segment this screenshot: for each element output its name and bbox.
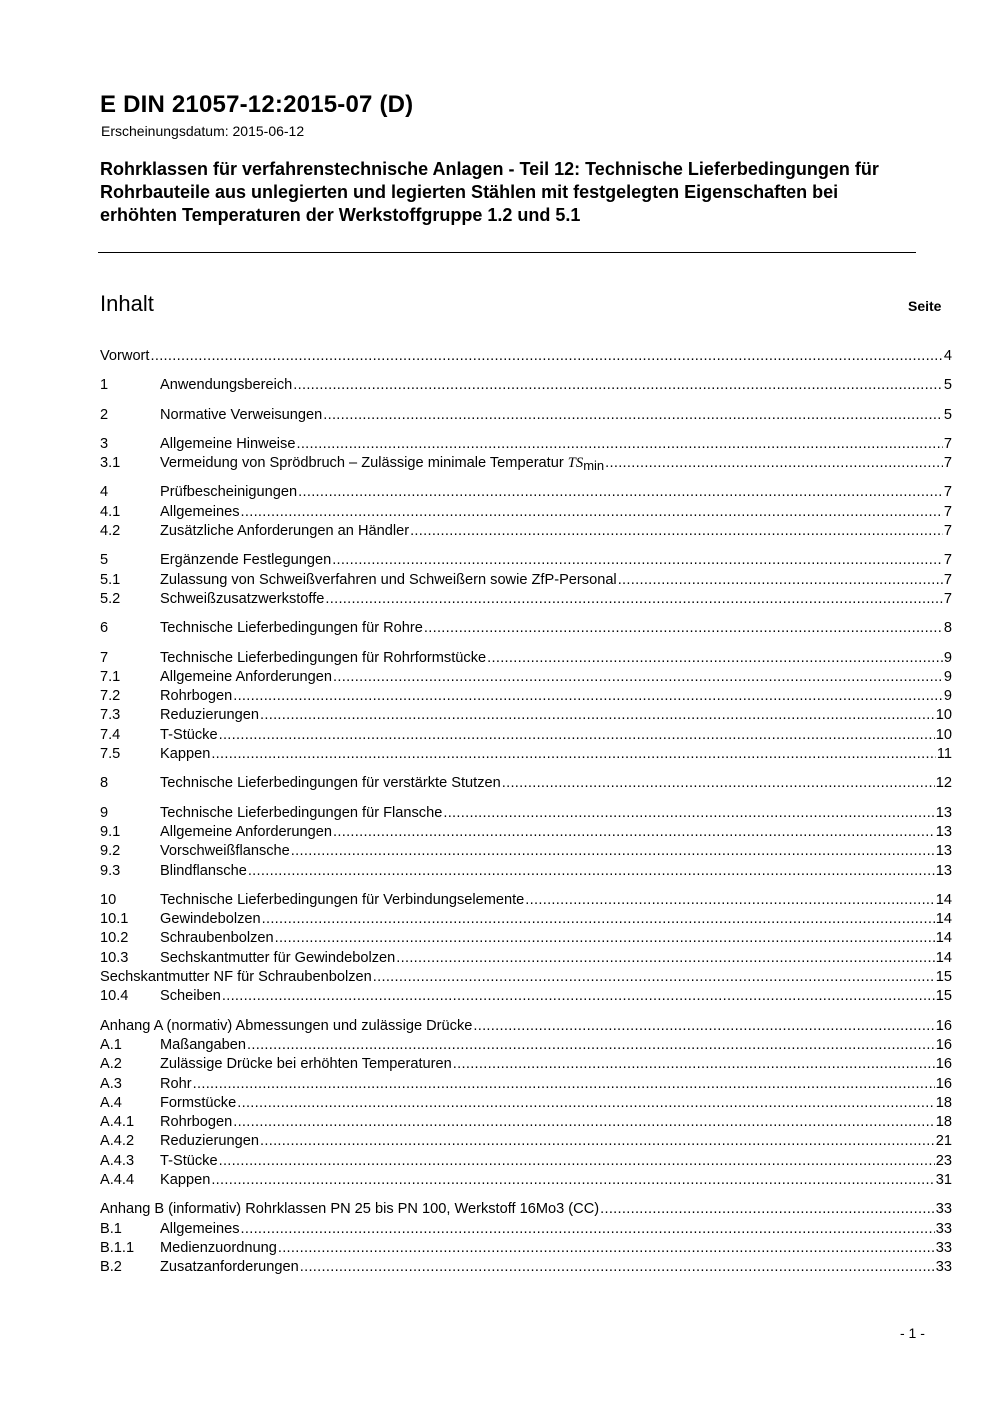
toc-entry[interactable] <box>100 804 952 823</box>
toc-entry-title-text: Zusätzliche Anforderungen an Händler <box>160 523 410 540</box>
toc-entry-number: 7.4 <box>100 726 121 743</box>
toc-entry-page: 16 <box>935 1036 952 1053</box>
toc-entry-number: 5.1 <box>100 571 121 588</box>
toc-heading: Inhalt <box>100 291 154 316</box>
toc-entry-title <box>160 1132 259 1151</box>
toc-entry-title-text: Vermeidung von Sprödbruch – Zulässige minimale Temperatur <box>160 455 564 472</box>
toc-entry-page: 16 <box>935 1075 952 1092</box>
toc-entry-number: 3 <box>100 435 109 452</box>
toc-entry[interactable] <box>100 435 952 454</box>
toc-entry[interactable] <box>100 483 952 502</box>
toc-entry[interactable] <box>100 774 952 793</box>
dot-leader <box>502 774 935 793</box>
toc-entry-title <box>100 1200 599 1219</box>
toc-entry-number: 4.1 <box>100 503 121 520</box>
toc-entry-page: 23 <box>935 1152 952 1169</box>
toc-entry-number: A.2 <box>100 1056 122 1073</box>
toc-entry[interactable] <box>100 619 952 638</box>
page-column-label: Seite <box>908 298 942 314</box>
toc-entry-number: A.3 <box>100 1075 122 1092</box>
dot-leader <box>293 376 943 395</box>
dot-leader <box>600 1200 935 1219</box>
toc-entry-number: 7 <box>100 649 109 666</box>
toc-entry[interactable] <box>100 347 952 366</box>
toc-entry-number: B.2 <box>100 1259 122 1276</box>
dot-leader <box>396 949 935 968</box>
toc-entry-title-text: Prüfbescheinigungen <box>160 484 298 501</box>
toc-entry-title-text: T-Stücke <box>160 726 218 743</box>
toc-entry-title <box>100 1017 472 1036</box>
dot-leader <box>525 891 934 910</box>
toc-entry[interactable] <box>100 1055 952 1074</box>
toc-entry-title-text: Technische Lieferbedingungen für Flansche <box>160 804 443 821</box>
toc-entry-page: 10 <box>935 707 952 724</box>
toc-entry-title <box>100 347 149 366</box>
toc-entry-number: 9.3 <box>100 862 121 879</box>
dot-leader <box>275 929 935 948</box>
toc-entry[interactable] <box>100 687 952 706</box>
toc-entry-title-text: Sechskantmutter für Gewindebolzen <box>160 949 396 966</box>
toc-entry[interactable] <box>100 668 952 687</box>
toc-entry-page: 9 <box>943 668 952 685</box>
toc-entry[interactable] <box>100 910 952 929</box>
toc-entry-title <box>160 571 617 590</box>
toc-entry-title <box>160 454 604 475</box>
toc-entry[interactable] <box>100 949 952 968</box>
toc-entry-number: 3.1 <box>100 455 121 472</box>
toc-entry-page: 7 <box>943 571 952 588</box>
dot-leader <box>424 619 943 638</box>
toc-entry-page: 7 <box>943 503 952 520</box>
toc-entry-page: 14 <box>935 930 952 947</box>
toc-entry-title <box>160 1075 192 1094</box>
toc-entry-number: A.4.4 <box>100 1171 135 1188</box>
toc-entry-page: 18 <box>935 1094 952 1111</box>
toc-entry-title-text: Medienzuordnung <box>160 1239 277 1256</box>
toc-entry-title-text: Vorschweißflansche <box>160 843 290 860</box>
dot-leader <box>291 842 935 861</box>
toc-entry-number: 1 <box>100 377 109 394</box>
toc-entry-title <box>160 619 423 638</box>
toc-entry[interactable] <box>100 1200 952 1219</box>
toc-entry-title <box>160 842 290 861</box>
toc-entry-title <box>160 745 210 764</box>
toc-entry-page: 5 <box>943 406 952 423</box>
toc-entry[interactable] <box>100 1171 952 1190</box>
toc-entry[interactable] <box>100 745 952 764</box>
toc-entry-title <box>160 435 295 454</box>
toc-entry-title <box>160 987 221 1006</box>
toc-entry-page: 7 <box>943 455 952 472</box>
toc-entry-title-text: Rohrbogen <box>160 1114 233 1131</box>
dot-leader <box>298 483 943 502</box>
toc-entry-title-text: Normative Verweisungen <box>160 406 323 423</box>
toc-entry-page: 31 <box>935 1171 952 1188</box>
toc-entry-number: B.1 <box>100 1220 122 1237</box>
table-of-contents <box>100 347 952 1277</box>
toc-entry-title-text: Technische Lieferbedingungen für Rohrformstücke <box>160 649 487 666</box>
dot-leader <box>325 590 942 609</box>
toc-entry-title-text: Technische Lieferbedingungen für Rohre <box>160 620 423 637</box>
toc-entry-title-text: T-Stücke <box>160 1152 218 1169</box>
toc-entry[interactable] <box>100 590 952 609</box>
toc-entry-page: 13 <box>935 862 952 879</box>
toc-entry-number: A.1 <box>100 1036 122 1053</box>
toc-entry-page: 9 <box>943 649 952 666</box>
document-title: Rohrklassen für verfahrenstechnische Anlagen - Teil 12: Technische Lieferbedingungen für Rohrbauteile aus unlegierten und legierten Stählen mit festgelegten Eigenschaften bei erhöhten Temperaturen der Werkstoffgruppe 1.2 und 5.1 <box>100 159 879 225</box>
toc-entry-title <box>160 649 486 668</box>
toc-entry-page: 33 <box>935 1259 952 1276</box>
toc-entry-number: 9.2 <box>100 843 121 860</box>
toc-entry-page: 7 <box>943 523 952 540</box>
toc-entry-title-text: Reduzierungen <box>160 707 259 724</box>
toc-entry-page: 33 <box>935 1239 952 1256</box>
toc-entry-page: 13 <box>935 843 952 860</box>
page-number: - 1 - <box>900 1325 925 1341</box>
toc-entry-number: A.4.3 <box>100 1152 135 1169</box>
toc-entry-number: 10.2 <box>100 930 129 947</box>
toc-entry-number: B.1.1 <box>100 1239 135 1256</box>
dot-leader <box>262 910 935 929</box>
toc-entry-page: 15 <box>935 969 952 986</box>
dot-leader <box>219 1152 935 1171</box>
dot-leader <box>222 987 935 1006</box>
toc-entry-title <box>160 1171 210 1190</box>
toc-entry[interactable] <box>100 1220 952 1239</box>
toc-entry-title <box>160 1258 299 1277</box>
toc-entry-title <box>160 687 232 706</box>
toc-entry[interactable] <box>100 376 952 395</box>
toc-entry-title-text: Kappen <box>160 1171 211 1188</box>
dot-leader <box>473 1017 934 1036</box>
toc-entry[interactable] <box>100 842 952 861</box>
toc-entry[interactable] <box>100 454 952 473</box>
toc-entry[interactable] <box>100 1132 952 1151</box>
toc-entry[interactable] <box>100 726 952 745</box>
toc-entry-page: 14 <box>935 911 952 928</box>
dot-leader <box>278 1239 935 1258</box>
dot-leader <box>300 1258 935 1277</box>
toc-entry-title <box>160 891 524 910</box>
toc-entry[interactable] <box>100 1152 952 1171</box>
toc-entry-page: 9 <box>943 688 952 705</box>
toc-entry-page: 33 <box>935 1220 952 1237</box>
toc-entry-page: 18 <box>935 1114 952 1131</box>
toc-entry-title <box>160 862 247 881</box>
toc-entry-title-text: Reduzierungen <box>160 1133 259 1150</box>
toc-entry-page: 7 <box>943 484 952 501</box>
toc-entry-page: 21 <box>935 1133 952 1150</box>
dot-leader <box>260 706 935 725</box>
dot-leader <box>410 522 943 541</box>
dot-leader <box>211 745 936 764</box>
toc-entry-title <box>160 823 332 842</box>
dot-leader <box>233 687 943 706</box>
dot-leader <box>241 1220 935 1239</box>
toc-entry-title <box>160 1036 246 1055</box>
toc-entry-number: 7.3 <box>100 707 121 724</box>
toc-entry-page: 4 <box>943 348 952 364</box>
dot-leader <box>333 668 943 687</box>
toc-entry-title-text: Blindflansche <box>160 862 247 879</box>
toc-entry-title-text: Zulässige Drücke bei erhöhten Temperaturen <box>160 1056 452 1073</box>
toc-entry-page: 12 <box>935 775 952 792</box>
toc-entry-title-text: Anhang A (normativ) Abmessungen und zulässige Drücke <box>100 1017 473 1034</box>
toc-entry-page: 5 <box>943 377 952 394</box>
toc-entry-title-text: Rohr <box>160 1075 192 1092</box>
toc-entry-title <box>160 668 332 687</box>
toc-entry[interactable] <box>100 406 952 425</box>
toc-entry[interactable] <box>100 1094 952 1113</box>
toc-entry[interactable] <box>100 522 952 541</box>
formula-subscript: min <box>583 458 605 474</box>
toc-entry-title <box>160 726 218 745</box>
toc-entry-number: 7.5 <box>100 746 121 763</box>
toc-entry-page: 13 <box>935 804 952 821</box>
toc-entry-title-text: Ergänzende Festlegungen <box>160 552 332 569</box>
toc-entry[interactable] <box>100 987 952 1006</box>
toc-entry-title <box>160 1055 452 1074</box>
toc-entry-number: 9.1 <box>100 823 121 840</box>
toc-entry-title-text: Sechskantmutter NF für Schraubenbolzen <box>100 969 372 986</box>
toc-entry-page: 7 <box>943 590 952 607</box>
dot-leader <box>260 1132 935 1151</box>
toc-entry[interactable] <box>100 1239 952 1258</box>
toc-entry-number: 4 <box>100 484 109 501</box>
toc-entry-title <box>160 929 274 948</box>
toc-entry-page: 7 <box>943 552 952 569</box>
publication-date: Erscheinungsdatum: 2015-06-12 <box>101 123 305 139</box>
toc-entry[interactable] <box>100 1036 952 1055</box>
toc-entry-title-text: Maßangaben <box>160 1036 247 1053</box>
toc-entry[interactable] <box>100 1113 952 1132</box>
toc-entry-title-text: Zulassung von Schweißverfahren und Schweißern sowie ZfP-Personal <box>160 571 617 588</box>
toc-entry[interactable] <box>100 968 952 987</box>
toc-entry-page: 16 <box>935 1017 952 1034</box>
toc-entry-title <box>160 1239 277 1258</box>
toc-entry-number: 10 <box>100 891 117 908</box>
title-divider <box>98 252 916 253</box>
dot-leader <box>211 1171 934 1190</box>
toc-entry-title-text: Vorwort <box>100 348 150 364</box>
toc-entry-number: 7.1 <box>100 668 121 685</box>
toc-entry-title <box>160 949 395 968</box>
dot-leader <box>605 454 943 473</box>
toc-entry-title <box>160 590 324 609</box>
dot-leader <box>150 347 942 366</box>
toc-entry-number: 5 <box>100 552 109 569</box>
dot-leader <box>248 862 935 881</box>
toc-entry-number: 4.2 <box>100 523 121 540</box>
toc-entry-title-text: Allgemeines <box>160 1220 240 1237</box>
toc-entry-number: 6 <box>100 620 109 637</box>
toc-entry-page: 10 <box>935 726 952 743</box>
toc-entry-title-text: Kappen <box>160 746 211 763</box>
toc-entry-title-text: Schraubenbolzen <box>160 930 274 947</box>
toc-entry[interactable] <box>100 1017 952 1036</box>
toc-entry-title-text: Technische Lieferbedingungen für verstärkte Stutzen <box>160 775 501 792</box>
toc-entry-page: 15 <box>935 988 952 1005</box>
toc-entry-number: 9 <box>100 804 109 821</box>
toc-entry-title-text: Allgemeine Anforderungen <box>160 668 333 685</box>
toc-entry-number: 5.2 <box>100 590 121 607</box>
formula-symbol: TS <box>567 455 584 472</box>
toc-entry[interactable] <box>100 649 952 668</box>
dot-leader <box>332 551 943 570</box>
toc-entry-title <box>160 706 259 725</box>
dot-leader <box>247 1036 935 1055</box>
toc-entry-page: 13 <box>935 823 952 840</box>
toc-entry-title-text: Scheiben <box>160 988 221 1005</box>
toc-entry-title <box>160 376 292 395</box>
toc-entry-title <box>160 1094 236 1113</box>
toc-entry-number: 10.3 <box>100 949 129 966</box>
toc-entry-title <box>160 551 331 570</box>
toc-entry[interactable] <box>100 1258 952 1277</box>
dot-leader <box>487 649 943 668</box>
toc-entry-title-text: Anwendungsbereich <box>160 377 293 394</box>
toc-entry[interactable] <box>100 551 952 570</box>
toc-entry-title-text: Zusatzanforderungen <box>160 1259 299 1276</box>
toc-entry[interactable] <box>100 503 952 522</box>
toc-entry[interactable] <box>100 571 952 590</box>
dot-leader <box>233 1113 935 1132</box>
toc-entry-number: 2 <box>100 406 109 423</box>
dot-leader <box>241 503 943 522</box>
toc-entry-page: 7 <box>943 435 952 452</box>
toc-entry-title <box>160 1152 218 1171</box>
dot-leader <box>237 1094 935 1113</box>
toc-entry-number: 8 <box>100 775 109 792</box>
document-id: E DIN 21057-12:2015-07 (D) <box>100 91 414 118</box>
dot-leader <box>453 1055 935 1074</box>
toc-entry-title <box>160 910 261 929</box>
dot-leader <box>373 968 935 987</box>
toc-entry-title <box>160 774 501 793</box>
toc-entry-number: 10.4 <box>100 988 129 1005</box>
toc-entry-title-text: Rohrbogen <box>160 688 233 705</box>
dot-leader <box>443 804 934 823</box>
toc-entry-title <box>160 1220 240 1239</box>
toc-entry-number: A.4.2 <box>100 1133 135 1150</box>
toc-entry-title-text: Technische Lieferbedingungen für Verbindungselemente <box>160 891 525 908</box>
toc-entry-title <box>160 503 240 522</box>
dot-leader <box>219 726 935 745</box>
toc-entry-number: 10.1 <box>100 911 129 928</box>
toc-entry-page: 14 <box>935 949 952 966</box>
toc-entry-number: A.4.1 <box>100 1114 135 1131</box>
toc-entry-title-text: Gewindebolzen <box>160 911 261 928</box>
toc-entry[interactable] <box>100 929 952 948</box>
dot-leader <box>193 1075 935 1094</box>
toc-entry-title-text: Formstücke <box>160 1094 237 1111</box>
toc-entry-title <box>160 804 442 823</box>
dot-leader <box>323 406 943 425</box>
toc-entry-number: A.4 <box>100 1094 122 1111</box>
toc-entry-page: 11 <box>936 746 952 763</box>
toc-entry[interactable] <box>100 1075 952 1094</box>
toc-entry[interactable] <box>100 862 952 881</box>
dot-leader <box>333 823 935 842</box>
toc-entry-title <box>160 483 297 502</box>
toc-entry-page: 8 <box>943 620 952 637</box>
dot-leader <box>296 435 942 454</box>
toc-entry-title-text: Schweißzusatzwerkstoffe <box>160 590 325 607</box>
toc-entry-page: 14 <box>935 891 952 908</box>
toc-entry[interactable] <box>100 891 952 910</box>
toc-entry[interactable] <box>100 823 952 842</box>
toc-entry-title <box>100 968 372 987</box>
toc-entry-title-text: Allgemeine Hinweise <box>160 435 296 452</box>
toc-entry-title-text: Allgemeine Anforderungen <box>160 823 333 840</box>
toc-entry-number: 7.2 <box>100 688 121 705</box>
toc-entry-page: 16 <box>935 1056 952 1073</box>
toc-entry-title <box>160 406 322 425</box>
toc-entry-title <box>160 522 409 541</box>
toc-entry-title <box>160 1113 232 1132</box>
toc-entry-page: 33 <box>935 1201 952 1218</box>
toc-entry-title-text: Allgemeines <box>160 503 240 520</box>
toc-entry[interactable] <box>100 706 952 725</box>
toc-entry-title-text: Anhang B (informativ) Rohrklassen PN 25 bis PN 100, Werkstoff 16Mo3 (CC) <box>100 1201 600 1218</box>
dot-leader <box>618 571 943 590</box>
